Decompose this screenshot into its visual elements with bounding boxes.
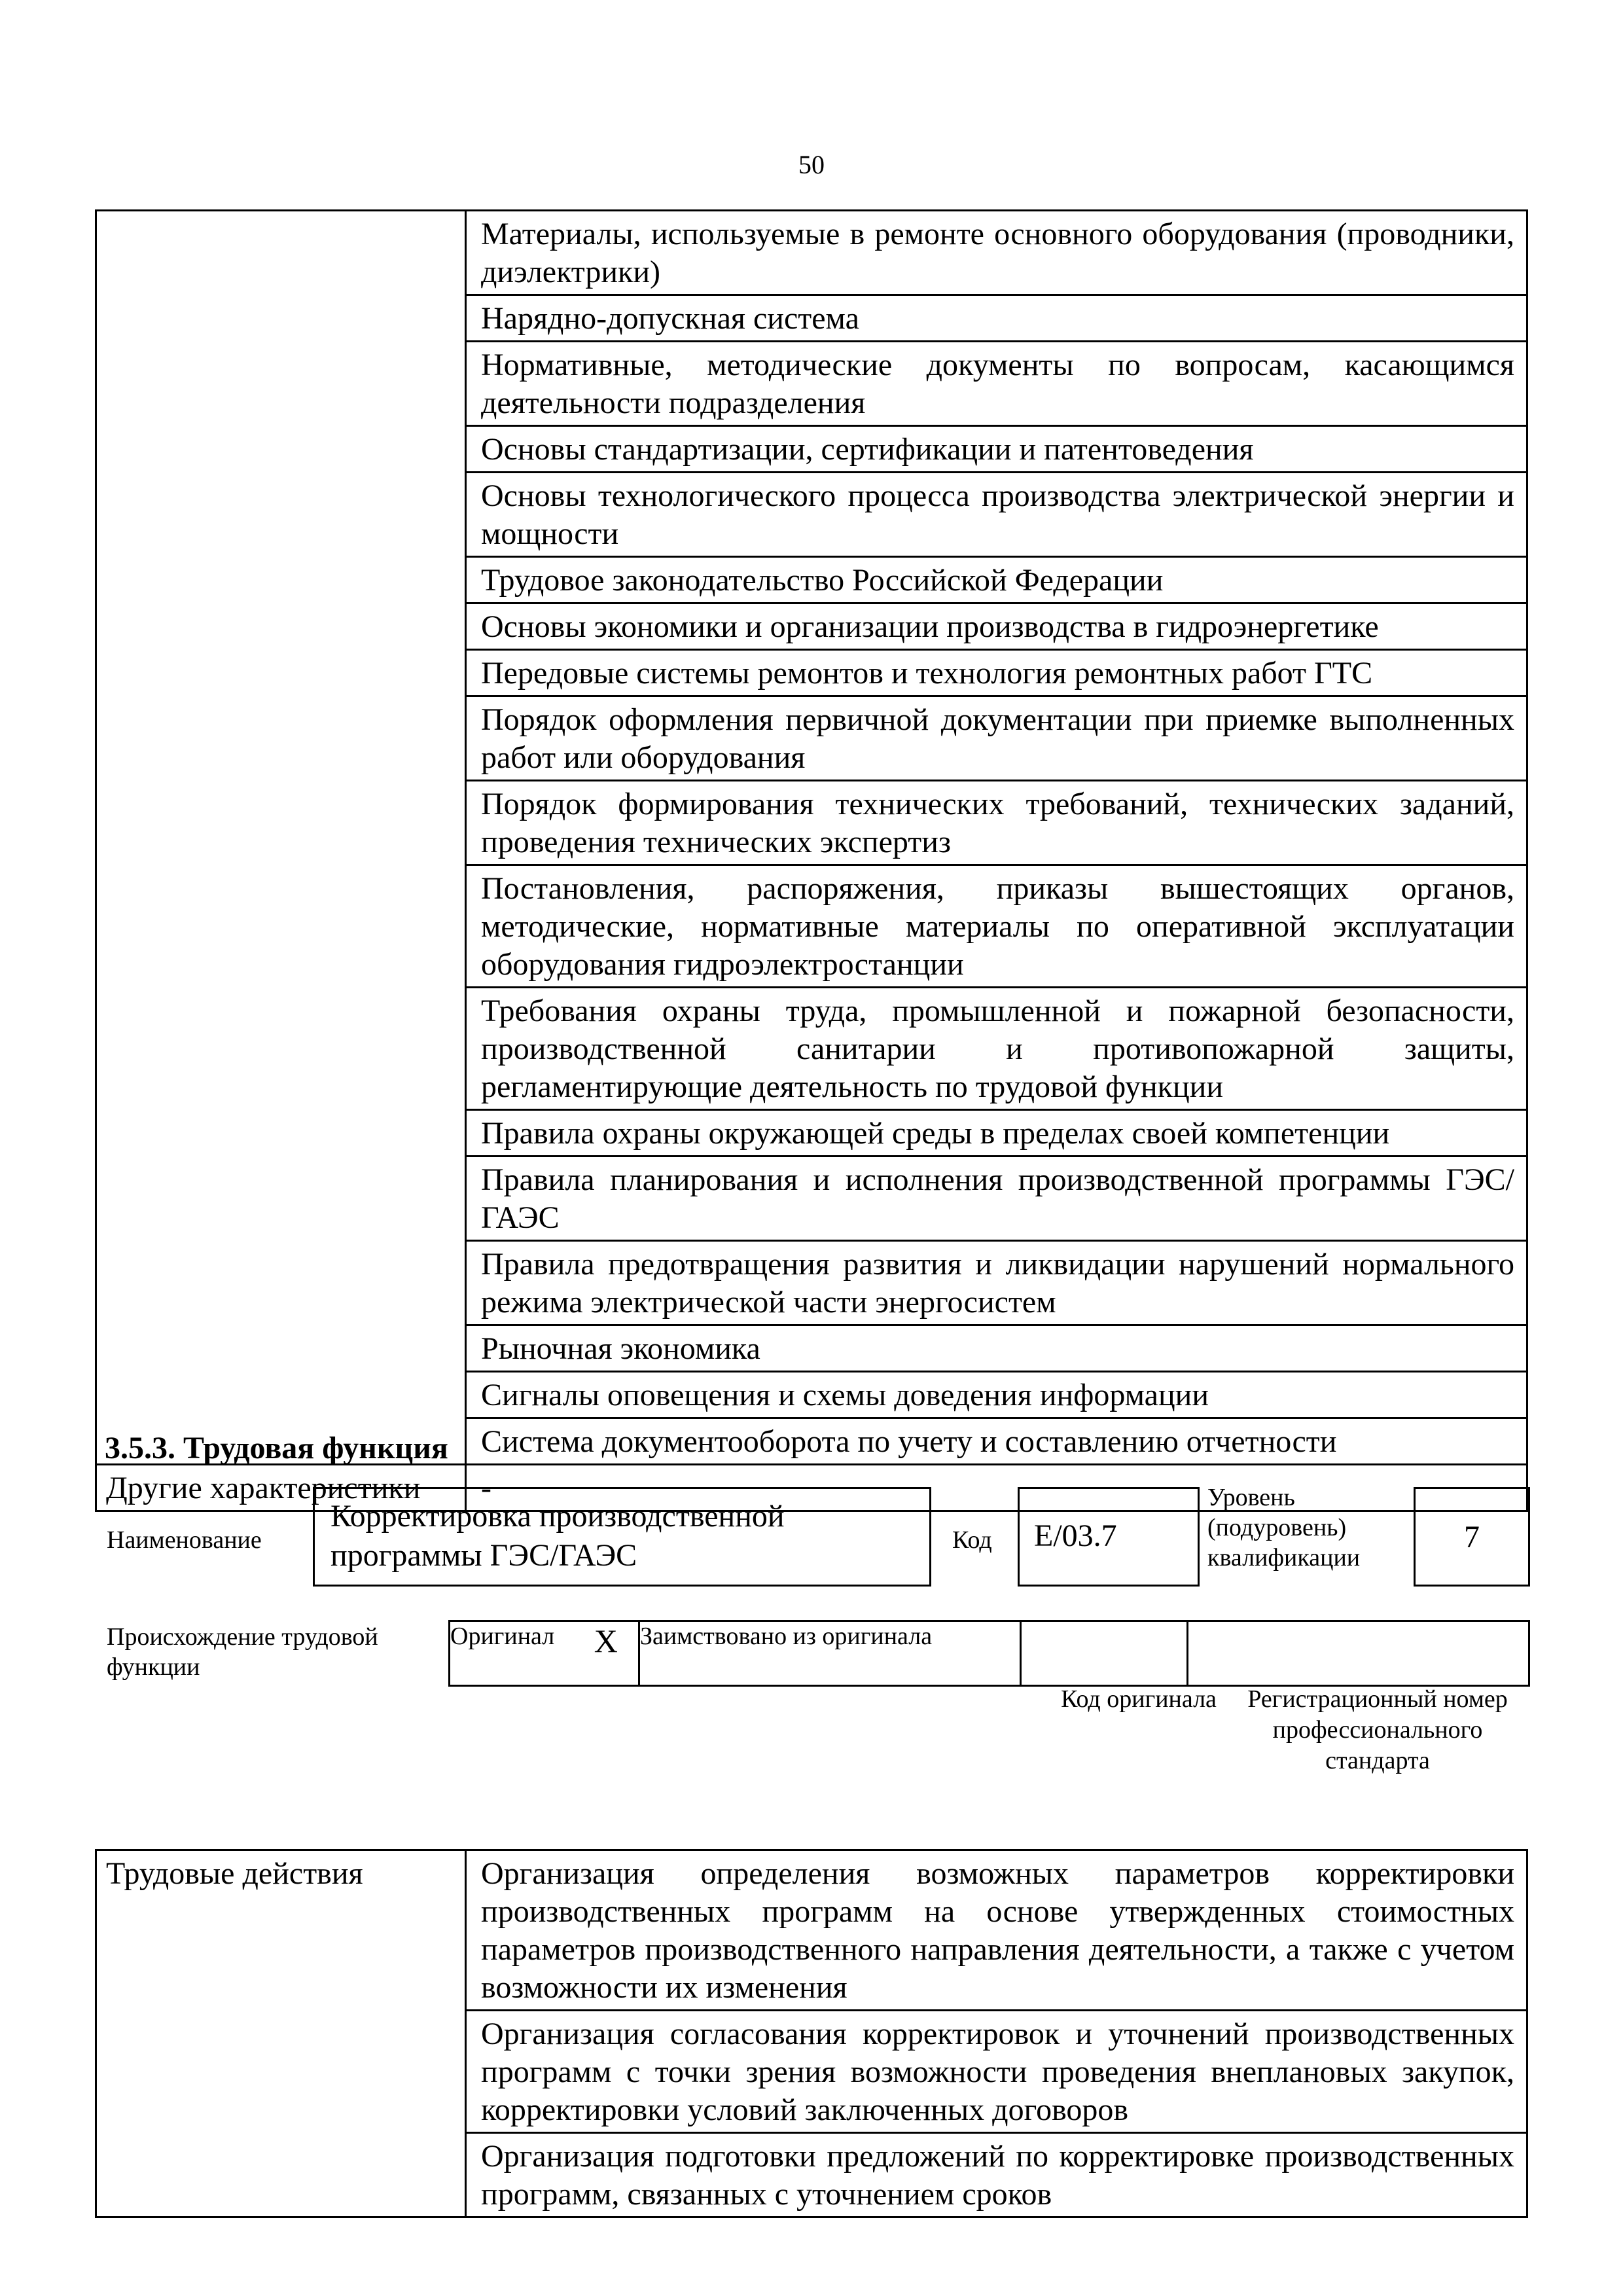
knowledge-item: Правила предотвращения развития и ликвидации нарушений нормального режима электрической части энергосистем [481, 1247, 1514, 1319]
labor-action-item: Организация согласования корректировок и уточнений производственных программ с точки зрения возможности проведения внеплановых закупок, корректировки условий заключенных договоров [481, 2017, 1514, 2127]
knowledge-item: Трудовое законодательство Российской Федерации [481, 563, 1164, 598]
labor-actions-table [95, 1849, 1528, 2218]
name-label: Наименование [107, 1526, 262, 1554]
knowledge-item: Основы экономики и организации производства в гидроэнергетике [481, 609, 1379, 644]
other-characteristics-label: Другие характеристики [106, 1471, 421, 1505]
original-mark: X [574, 1621, 639, 1686]
knowledge-label-cell [96, 211, 466, 1465]
knowledge-item: Основы стандартизации, сертификации и патентоведения [481, 432, 1254, 467]
knowledge-item: Постановления, распоряжения, приказы вышестоящих органов, методические, нормативные материалы по оперативной эксплуатации оборудования гидроэлектростанции [481, 871, 1514, 982]
knowledge-item: Требования охраны труда, промышленной и пожарной безопасности, производственной санитарии и противопожарной защиты, регламентирующие деятельность по трудовой функции [481, 994, 1514, 1104]
knowledge-item: Правила охраны окружающей среды в пределах своей компетенции [481, 1116, 1390, 1151]
original-label: Оригинал [450, 1621, 574, 1686]
labor-actions-label: Трудовые действия [106, 1856, 363, 1891]
knowledge-item: Порядок формирования технических требований, технических заданий, проведения технических экспертиз [481, 787, 1514, 859]
page-number: 50 [798, 150, 825, 179]
knowledge-item: Основы технологического процесса производства электрической энергии и мощности [481, 478, 1514, 551]
knowledge-item: Система документооборота по учету и составлению отчетности [481, 1424, 1337, 1459]
reg-number-caption: Регистрационный номер профессионального стандарта [1247, 1685, 1508, 1774]
knowledge-item: Материалы, используемые в ремонте основного оборудования (проводники, диэлектрики) [481, 217, 1514, 289]
function-name-field: Корректировка производственной программы ГЭС/ГАЭС [313, 1487, 931, 1587]
required-knowledge-table [95, 209, 1528, 1512]
knowledge-item: Передовые системы ремонтов и технология ремонтных работ ГТС [481, 656, 1373, 691]
labor-action-item: Организация подготовки предложений по корректировке производственных программ, связанных с уточнением сроков [481, 2139, 1514, 2212]
origin-table [448, 1620, 1530, 1687]
labor-action-item: Организация определения возможных параметров корректировки производственных программ на основе утвержденных стоимостных параметров производственного направления деятельности, а также с учетом возможности их изменения [481, 1856, 1514, 2005]
function-code-field: Е/03.7 [1018, 1487, 1200, 1587]
borrowed-label: Заимствовано из оригинала [639, 1621, 1021, 1686]
knowledge-item: Правила планирования и исполнения производственной программы ГЭС/ГАЭС [481, 1162, 1514, 1235]
code-original-cell [1021, 1621, 1188, 1686]
qualification-level-field: 7 [1414, 1487, 1530, 1587]
other-characteristics-value: - [481, 1471, 491, 1505]
knowledge-item: Рыночная экономика [481, 1331, 760, 1366]
knowledge-item: Порядок оформления первичной документации при приемке выполненных работ или оборудования [481, 702, 1514, 775]
code-label: Код [952, 1526, 992, 1554]
origin-label: Происхождение трудовой функции [107, 1623, 378, 1681]
section-heading: 3.5.3. Трудовая функция [105, 1431, 448, 1465]
knowledge-item: Нормативные, методические документы по вопросам, касающимся деятельности подразделения [481, 348, 1514, 420]
knowledge-item: Нарядно-допускная система [481, 301, 859, 336]
reg-number-cell [1188, 1621, 1529, 1686]
level-label: Уровень (подуровень) квалификации [1207, 1484, 1361, 1571]
code-original-caption: Код оригинала [1061, 1685, 1217, 1713]
knowledge-item: Сигналы оповещения и схемы доведения информации [481, 1378, 1209, 1412]
